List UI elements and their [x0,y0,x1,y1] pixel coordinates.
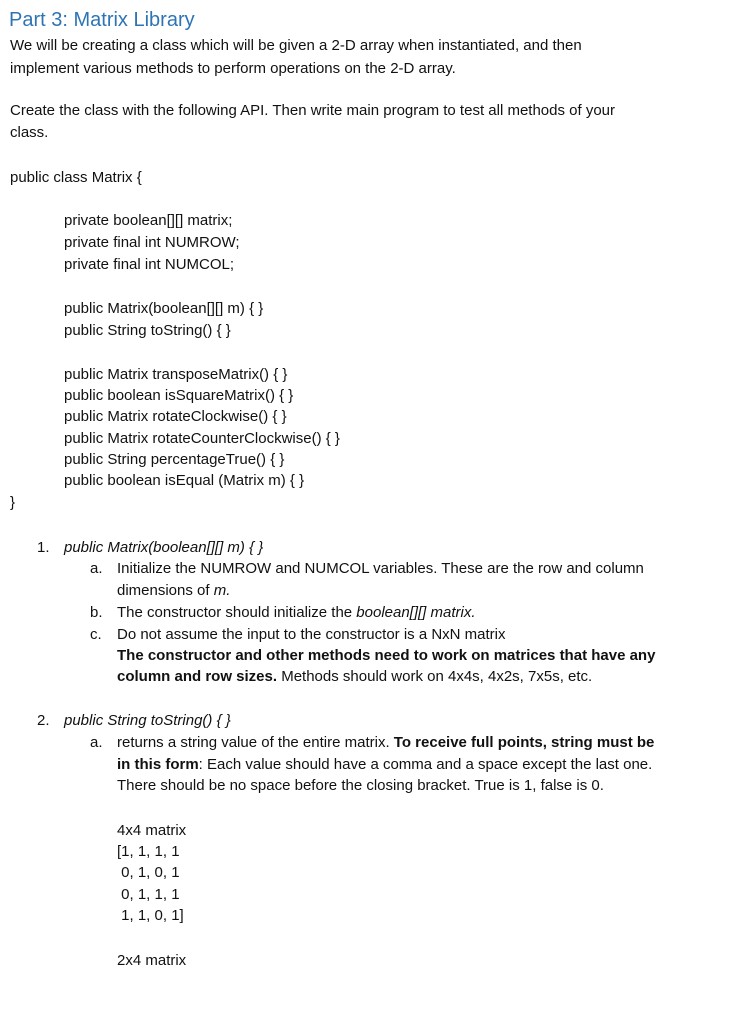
ctor-line: public Matrix(boolean[][] m) { } [64,300,264,317]
item-1a-marker: a. [90,560,103,577]
example-4x4-row-3: 0, 1, 1, 1 [117,886,180,903]
method-rotatecw: public Matrix rotateClockwise() { } [64,408,287,425]
create-line-2: class. [10,124,49,141]
intro-line-2: implement various methods to perform operations on the 2-D array. [10,60,456,77]
field-matrix: private boolean[][] matrix; [64,212,233,229]
method-isequal: public boolean isEqual (Matrix m) { } [64,472,305,489]
item-1-heading: public Matrix(boolean[][] m) { } [64,539,264,556]
field-numcol: private final int NUMCOL; [64,256,235,273]
item-1c-bold-1: The constructor and other methods need to work on matrices that have any [117,647,656,664]
item-2a-line-2: in this form: Each value should have a comma and a space except the last one. [117,756,653,773]
example-2x4-label: 2x4 matrix [117,952,187,969]
class-close: } [10,494,16,511]
item-1c-line-1: Do not assume the input to the constructor is a NxN matrix [117,626,506,643]
item-1-number: 1. [37,539,50,556]
item-1c-marker: c. [90,626,102,643]
method-rotateccw: public Matrix rotateCounterClockwise() { } [64,430,340,447]
item-2a-marker: a. [90,734,103,751]
item-1b-marker: b. [90,604,103,621]
example-4x4-row-4: 1, 1, 0, 1] [117,907,184,924]
item-2-number: 2. [37,712,50,729]
example-4x4-row-2: 0, 1, 0, 1 [117,864,180,881]
method-transpose: public Matrix transposeMatrix() { } [64,366,288,383]
item-1a-line-2: dimensions of m. [117,582,231,599]
example-4x4-label: 4x4 matrix [117,822,187,839]
item-2a-line-3: There should be no space before the closing bracket. True is 1, false is 0. [117,777,604,794]
item-2-heading: public String toString() { } [64,712,231,729]
example-4x4-row-1: [1, 1, 1, 1 [117,843,180,860]
item-1a-line-1: Initialize the NUMROW and NUMCOL variables. These are the row and column [117,560,644,577]
create-line-1: Create the class with the following API. Then write main program to test all methods of your [10,102,616,119]
method-issquare: public boolean isSquareMatrix() { } [64,387,294,404]
method-percentage: public String percentageTrue() { } [64,451,285,468]
item-1b-line-1: The constructor should initialize the boolean[][] matrix. [117,604,476,621]
field-numrow: private final int NUMROW; [64,234,240,251]
page-title: Part 3: Matrix Library [9,9,195,31]
class-open: public class Matrix { [10,169,142,186]
item-1c-line-3: column and row sizes. Methods should work on 4x4s, 4x2s, 7x5s, etc. [117,668,593,685]
item-2a-line-1: returns a string value of the entire matrix. To receive full points, string must be [117,734,655,751]
intro-line-1: We will be creating a class which will be given a 2-D array when instantiated, and then [10,37,582,54]
tostring-line: public String toString() { } [64,322,231,339]
